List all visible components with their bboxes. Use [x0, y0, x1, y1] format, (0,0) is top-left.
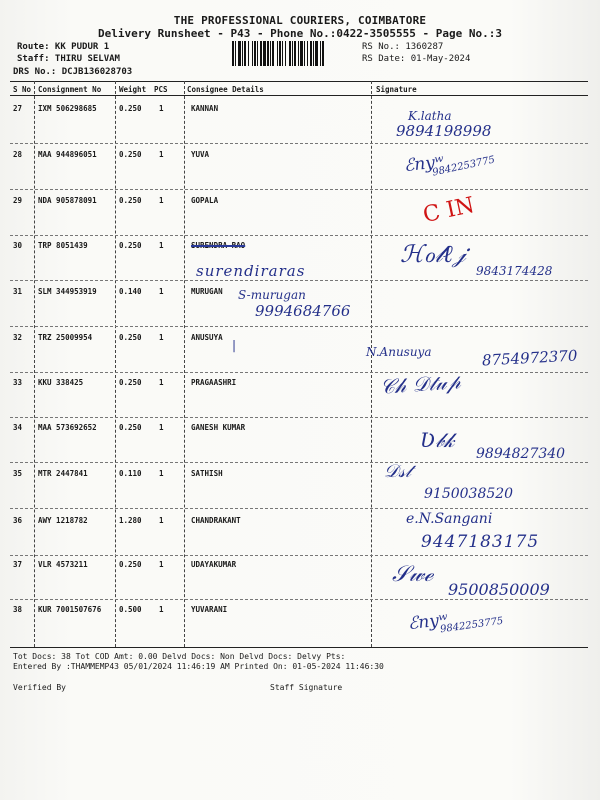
- staff-signature-label: Staff Signature: [270, 683, 343, 692]
- cell-weight: 0.500: [119, 605, 142, 614]
- cell-sno: 36: [13, 516, 23, 525]
- cell-sno: 37: [13, 560, 23, 569]
- cell-consignee: KANNAN: [191, 104, 219, 113]
- handwritten-phone: 9894827340: [476, 446, 566, 462]
- row-divider: [10, 372, 588, 373]
- handwritten-phone: 8754972370: [481, 346, 578, 370]
- rs-number: RS No.: 1360287: [362, 42, 444, 52]
- cell-consignment: NDA 905878091: [38, 196, 97, 205]
- row-divider: [10, 235, 588, 236]
- cell-sno: 34: [13, 423, 23, 432]
- header-bottom-rule: [10, 95, 588, 96]
- cell-consignee: YUVA: [191, 150, 210, 159]
- cell-weight: 0.140: [119, 287, 142, 296]
- cell-consignee: PRAGAASHRI: [191, 378, 237, 387]
- cell-sno: 31: [13, 287, 23, 296]
- handwritten-name: surendiraras: [196, 262, 306, 280]
- cell-consignment: TRP 8051439: [38, 241, 88, 250]
- col-header-pcs: PCS: [154, 85, 168, 94]
- barcode-bar: [324, 41, 325, 66]
- cell-weight: 0.250: [119, 196, 142, 205]
- cell-weight: 0.250: [119, 378, 142, 387]
- table-row: [0, 150, 600, 196]
- verified-by-label: Verified By: [13, 683, 66, 692]
- staff-label: Staff: THIRU SELVAM: [17, 54, 120, 64]
- row-divider: [10, 326, 588, 327]
- cell-consignment: VLR 4573211: [38, 560, 88, 569]
- handwritten-phone: 9842253775: [431, 154, 496, 179]
- cell-pcs: 1: [159, 469, 164, 478]
- signature-scribble: ℰnyʷ: [407, 609, 449, 635]
- handwritten-phone: 9842253775: [439, 615, 505, 636]
- cell-weight: 0.250: [119, 560, 142, 569]
- cell-sno: 27: [13, 104, 23, 113]
- handwritten-phone: 9994684766: [255, 302, 351, 320]
- table-top-rule: [10, 81, 588, 82]
- row-divider: [10, 462, 588, 463]
- pen-tick: |: [232, 338, 237, 352]
- cell-sno: 28: [13, 150, 23, 159]
- signature-scribble: 𝒮𝓌ℯ: [392, 562, 433, 587]
- cell-sno: 38: [13, 605, 23, 614]
- cell-consignment: KKU 338425: [38, 378, 84, 387]
- cell-pcs: 1: [159, 241, 164, 250]
- cell-sno: 32: [13, 333, 23, 342]
- handwritten-phone: 9894198998: [396, 122, 492, 140]
- table-row: [0, 605, 600, 651]
- handwritten-phone: 9150038520: [424, 486, 514, 502]
- handwritten-phone: 9843174428: [476, 264, 553, 278]
- handwritten-phone: 9447183175: [421, 532, 540, 552]
- cell-weight: 1.280: [119, 516, 142, 525]
- signature-scribble: ℰnyʷ: [403, 151, 445, 177]
- cell-weight: 0.110: [119, 469, 142, 478]
- runsheet-title: Delivery Runsheet - P43 - Phone No.:0422-3505555 - Page No.:3: [98, 27, 502, 40]
- cell-pcs: 1: [159, 150, 164, 159]
- cell-consignee: SURENDRA RAO: [191, 241, 246, 250]
- cell-consignment: SLM 344953919: [38, 287, 97, 296]
- table-row: [0, 104, 600, 150]
- row-divider: [10, 280, 588, 281]
- cell-consignment: IXM 506298685: [38, 104, 97, 113]
- row-divider: [10, 555, 588, 556]
- table-row: [0, 378, 600, 424]
- cell-sno: 30: [13, 241, 23, 250]
- cell-consignee: MURUGAN: [191, 287, 223, 296]
- cell-pcs: 1: [159, 196, 164, 205]
- company-title: THE PROFESSIONAL COURIERS, COIMBATORE: [173, 14, 427, 27]
- col-header-signature: Signature: [376, 85, 417, 94]
- cell-pcs: 1: [159, 605, 164, 614]
- cell-pcs: 1: [159, 378, 164, 387]
- cell-sno: 33: [13, 378, 23, 387]
- cell-sno: 35: [13, 469, 23, 478]
- handwritten-mark: C IN: [420, 192, 477, 229]
- row-divider: [10, 508, 588, 509]
- signature-scribble: ℋℴ𝓁ℓ𝒿: [400, 240, 466, 268]
- row-divider: [10, 417, 588, 418]
- handwritten-name: K.latha: [408, 109, 452, 123]
- handwritten-name: N.Anusuya: [366, 345, 432, 359]
- rs-date: RS Date: 01-May-2024: [362, 54, 471, 64]
- route-label: Route: KK PUDUR 1: [17, 42, 110, 52]
- cell-pcs: 1: [159, 287, 164, 296]
- cell-consignee: YUVARANI: [191, 605, 228, 614]
- col-header-sno: S No: [13, 85, 32, 94]
- signature-scribble: 𝒟𝓈𝓉: [384, 461, 412, 482]
- signature-scribble: 𝒞𝒽 𝒟𝓉𝓊𝓅: [379, 369, 462, 399]
- drs-number: DRS No.: DCJB136028703: [13, 67, 133, 77]
- cell-consignee: UDAYAKUMAR: [191, 560, 237, 569]
- cell-consignment: MTR 2447841: [38, 469, 88, 478]
- cell-consignee: ANUSUYA: [191, 333, 223, 342]
- cell-consignee: GOPALA: [191, 196, 219, 205]
- cell-sno: 29: [13, 196, 23, 205]
- cell-consignee: CHANDRAKANT: [191, 516, 241, 525]
- cell-weight: 0.250: [119, 150, 142, 159]
- cell-consignment: MAA 573692652: [38, 423, 97, 432]
- table-row: [0, 192, 600, 242]
- cell-pcs: 1: [159, 104, 164, 113]
- totals-line: Tot Docs: 38 Tot COD Amt: 0.00 Delvd Docs: Non Delvd Docs: Delvy Pts:: [13, 652, 346, 661]
- handwritten-name: e.N.Sangani: [406, 511, 493, 527]
- cell-weight: 0.250: [119, 423, 142, 432]
- cell-weight: 0.250: [119, 241, 142, 250]
- cell-pcs: 1: [159, 560, 164, 569]
- cell-consignee: SATHISH: [191, 469, 223, 478]
- signature-scribble: Ʋ𝒷𝓀: [420, 428, 455, 452]
- row-divider: [10, 143, 588, 144]
- cell-weight: 0.250: [119, 333, 142, 342]
- col-header-weight: Weight: [119, 85, 147, 94]
- handwritten-phone: 9500850009: [448, 580, 550, 599]
- cell-consignment: AWY 1218782: [38, 516, 88, 525]
- row-divider: [10, 189, 588, 190]
- entered-by-line: Entered By :THAMMEMP43 05/01/2024 11:46:19 AM Printed On: 01-05-2024 11:46:30: [13, 662, 384, 671]
- cell-consignment: KUR 7001507676: [38, 605, 102, 614]
- row-divider: [10, 599, 588, 600]
- cell-consignment: MAA 944896051: [38, 150, 97, 159]
- cell-consignee: GANESH KUMAR: [191, 423, 246, 432]
- cell-consignment: TRZ 25009954: [38, 333, 93, 342]
- col-header-consignment: Consignment No: [38, 85, 102, 94]
- cell-pcs: 1: [159, 333, 164, 342]
- cell-pcs: 1: [159, 423, 164, 432]
- col-header-consignee: Consignee Details: [187, 85, 264, 94]
- handwritten-name: S-murugan: [238, 288, 306, 302]
- cell-weight: 0.250: [119, 104, 142, 113]
- cell-pcs: 1: [159, 516, 164, 525]
- barcode: [232, 41, 357, 66]
